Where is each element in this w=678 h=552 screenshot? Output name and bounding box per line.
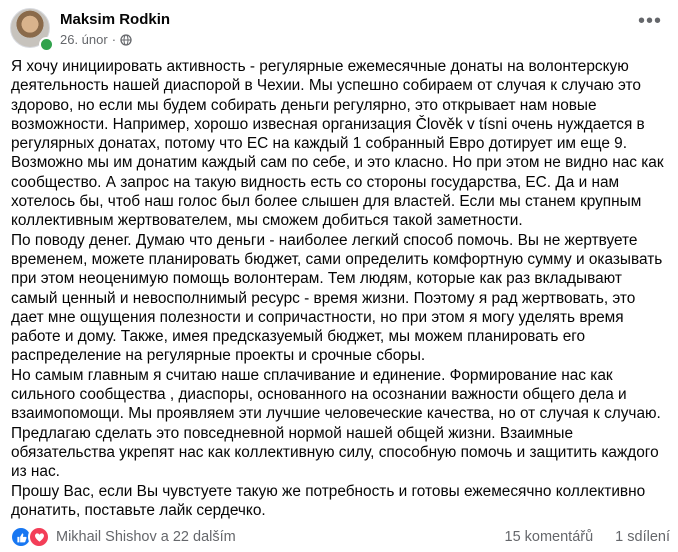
meta-separator: · [111, 32, 117, 47]
post-body [11, 57, 671, 520]
post-header [10, 8, 668, 52]
globe-icon[interactable] [120, 34, 132, 46]
author-name[interactable]: Maksim Rodkin [60, 11, 171, 28]
reactions-summary[interactable]: Mikhail Shishov a 22 dalším [56, 529, 236, 545]
more-options-icon[interactable]: ••• [637, 10, 662, 32]
post-date[interactable]: 26. únor [60, 32, 108, 47]
post-text: Я хочу инициировать активность - регулярные ежемесячные донаты на волонтерскую деятельность нашей диаспорой в Чехии. Мы успешно собираем от случая к случаю это здорово, но если мы будем собирать деньги регулярно, это открывает нам новые возможности. Например, хорошо извесная организация Člověk v tísni очень нуждается в регулярных донатах, потому что ЕС на каждый 1 собранный Евро дотирует им еще 9. Возможно мы им донатим каждый сам по себе, и это класно. Но при этом не видно нас как сообщество. А запрос на такую видность есть со стороны государства, ЕС. Да и нам хотелось бы, чтоб наш голос был более слышен для властей. Если мы станем крупным коллективным жертвователем, мы сможем добиться такой заметности. По поводу денег. Думаю что деньги - наиболее легкий способ помочь. Вы не жертвуете временем, можете планировать бюджет, сами определить комфортную сумму и оказывать при этом неоценимую помощь волонтерам. Тем людям, которые как раз вкладывают самый ценный и невосполнимый ресурс - время жизни. Поэтому я рад жертвовать, это дает мне ощущения полезности и сопричастности, но при этом я могу уделять время работе и дому. Также, имея предсказуемый бюджет, мы можем планировать его распределение на регулярные проекты и срочные сборы. Но самым главным я считаю наше сплачивание и единение. Формирование нас как сильного сообщества , диаспоры, основанного на осознании важности общего дела и взаимопомощи. Мы проявляем эти лучшие человеческие качества, но от случая к случаю. Предлагаю сделать это повседневной нормой нашей общей жизни. Взаимные обязательства укрепят нас как коллективную силу, способную помочь и защитить каждого из нас. Прошу Вас, если Вы чувстуете такую же потребность и готовы ежемесячно коллективно донатить, поставьте лайк сердечко. [11, 58, 664, 519]
comments-count[interactable]: 15 komentářů [504, 529, 594, 545]
post-meta [60, 32, 132, 47]
reaction-icons[interactable] [10, 526, 50, 548]
online-status-indicator [39, 37, 54, 52]
reactions-bar [10, 525, 670, 549]
shares-count[interactable]: 1 sdílení [615, 529, 670, 545]
love-icon [28, 526, 50, 548]
engagement-counts [505, 529, 671, 545]
